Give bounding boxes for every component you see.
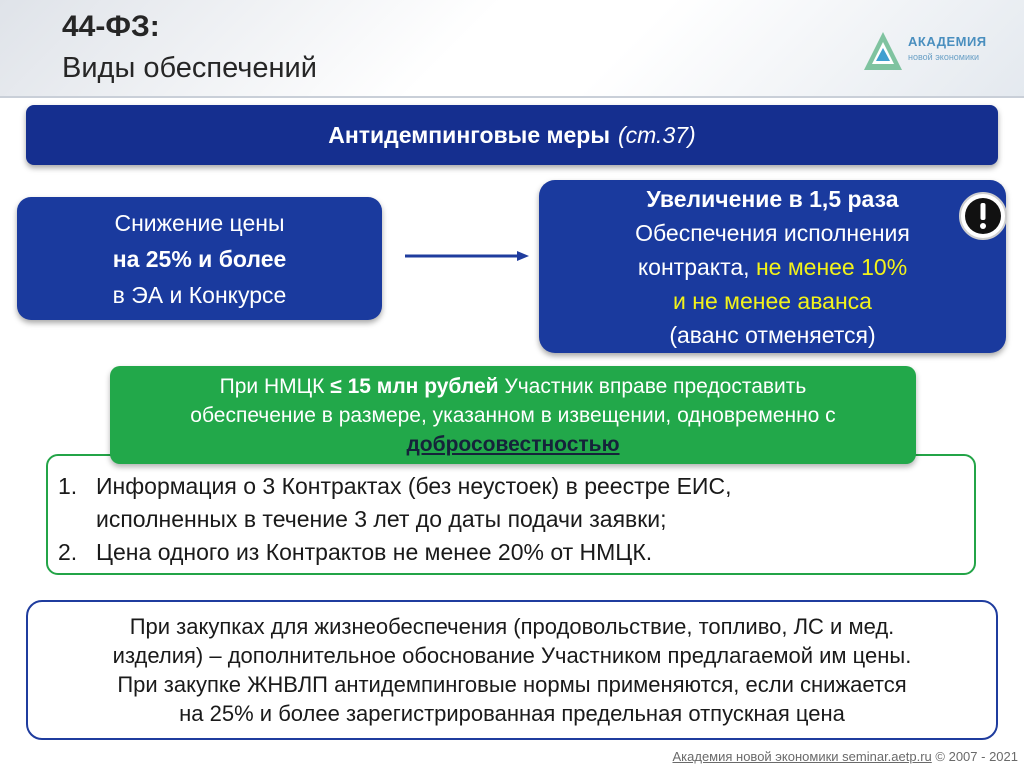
banner-article: (ст.37) (618, 121, 696, 148)
list-text-line1: Информация о 3 Контрактах (без неустоек) в реестре ЕИС, (96, 473, 732, 499)
list-text (96, 470, 731, 536)
logo-title: АКАДЕМИЯ (908, 34, 987, 49)
slide-title: 44-ФЗ: (62, 10, 160, 43)
list-text: Цена одного из Контрактов не менее 20% от НМЦК. (96, 539, 653, 565)
note-line4: на 25% и более зарегистрированная предельная отпускная цена (179, 701, 845, 726)
right-arrow-icon (405, 248, 529, 264)
banner-title: Антидемпинговые меры (328, 121, 610, 148)
antidumping-banner (26, 105, 998, 165)
right-line5: (аванс отменяется) (669, 321, 876, 348)
right-line3b: не менее 10% (755, 253, 908, 280)
footer-copyright (672, 749, 1018, 764)
green-line3: добросовестностью (406, 432, 620, 456)
green-part2: ≤ 15 млн рублей (330, 374, 499, 398)
footer-years: © 2007 - 2021 (935, 749, 1018, 764)
slide-subtitle: Виды обеспечений (62, 52, 317, 84)
green-line1 (110, 372, 916, 401)
price-reduction-box (17, 197, 382, 320)
left-line3: в ЭА и Конкурсе (112, 281, 287, 308)
good-faith-box (110, 366, 916, 464)
right-line3a: контракта, (637, 253, 750, 280)
right-line4: и не менее аванса (673, 287, 872, 314)
left-line2: на 25% и более (112, 245, 287, 272)
vital-supplies-note (26, 600, 998, 740)
conditions-list (46, 454, 976, 575)
academy-logo (862, 30, 1012, 74)
green-part3: Участник вправе предоставить (504, 374, 807, 398)
security-increase-box (539, 180, 1006, 353)
right-line3 (539, 250, 1006, 284)
triangle-logo-icon (862, 30, 904, 74)
list-number: 2. (58, 539, 78, 565)
exclamation-icon (958, 191, 1008, 241)
note-line2: изделия) – дополнительное обоснование Участником предлагаемой им цены. (112, 643, 912, 668)
footer-link[interactable]: Академия новой экономики seminar.aetp.ru (672, 749, 932, 764)
list-item (48, 536, 974, 569)
green-part1: При НМЦК (219, 374, 325, 398)
right-line2: Обеспечения исполнения (635, 219, 910, 246)
green-line2: обеспечение в размере, указанном в извещении, одновременно с (190, 403, 836, 427)
note-line3: При закупке ЖНВЛП антидемпинговые нормы применяются, если снижается (117, 672, 907, 697)
list-item (48, 470, 974, 536)
left-line1: Снижение цены (114, 209, 285, 236)
note-line1: При закупках для жизнеобеспечения (продовольствие, топливо, ЛС и мед. (129, 614, 895, 639)
list-text-line2: исполненных в течение 3 лет до даты подачи заявки; (96, 506, 667, 532)
slide-header (0, 0, 1024, 98)
right-line1: Увеличение в 1,5 раза (646, 185, 899, 212)
logo-subtitle: новой экономики (908, 52, 979, 62)
list-number: 1. (58, 473, 78, 499)
